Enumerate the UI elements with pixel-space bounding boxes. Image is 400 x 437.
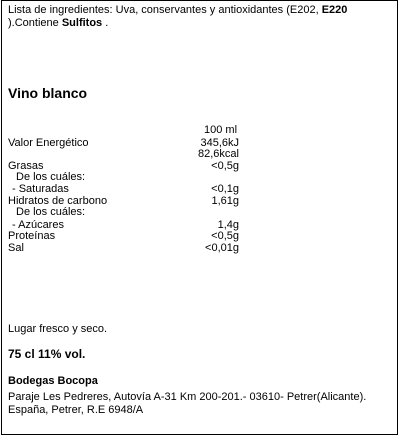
ingredients-prefix: Lista de ingredientes: Uva, conservantes y antioxidantes (E202, [8,4,319,16]
nutrition-label-of-which-fat: De los cuáles: [16,171,86,183]
nutrition-value-energy-kj: 345,6kJ [200,137,239,149]
producer-registry: España, Petrer, R.E 6948/A [8,404,144,416]
nutrition-header: 100 ml [204,124,238,136]
product-name: Vino blanco [8,85,88,101]
ingredients-suffix: . [105,17,109,29]
storage-instructions: Lugar fresco y seco. [8,323,108,335]
allergen-sulfitos: Sulfitos [61,17,103,29]
nutrition-value-protein: <0,5g [211,230,239,242]
volume-alcohol: 75 cl 11% vol. [8,347,86,361]
wine-label-panel [1,0,398,435]
ingredients-middle: ).Contiene [8,17,59,29]
nutrition-value-saturated: <0,1g [211,183,239,195]
nutrition-label-carbs: Hidratos de carbono [8,195,108,207]
nutrition-label-energy: Valor Energético [8,137,89,149]
nutrition-label-saturated: - Saturadas [12,183,69,195]
producer-name: Bodegas Bocopa [8,375,98,387]
nutrition-value-energy-kcal: 82,6kcal [198,148,239,160]
nutrition-label-of-which-carbs: De los cuáles: [16,206,86,218]
nutrition-value-carbs: 1,61g [211,195,239,207]
nutrition-value-fat: <0,5g [211,160,239,172]
nutrition-label-sugars: - Azúcares [12,219,64,231]
nutrition-label-protein: Proteínas [8,230,56,242]
ingredients-text [8,4,392,30]
nutrition-label-salt: Sal [8,242,24,254]
allergen-e220: E220 [321,4,348,16]
producer-address: Paraje Les Pedreres, Autovía A-31 Km 200-201.- 03610- Petrer(Alicante). [8,391,367,403]
nutrition-value-salt: <0,01g [205,242,239,254]
nutrition-label-fat: Grasas [8,160,44,172]
nutrition-value-sugars: 1,4g [217,219,239,231]
